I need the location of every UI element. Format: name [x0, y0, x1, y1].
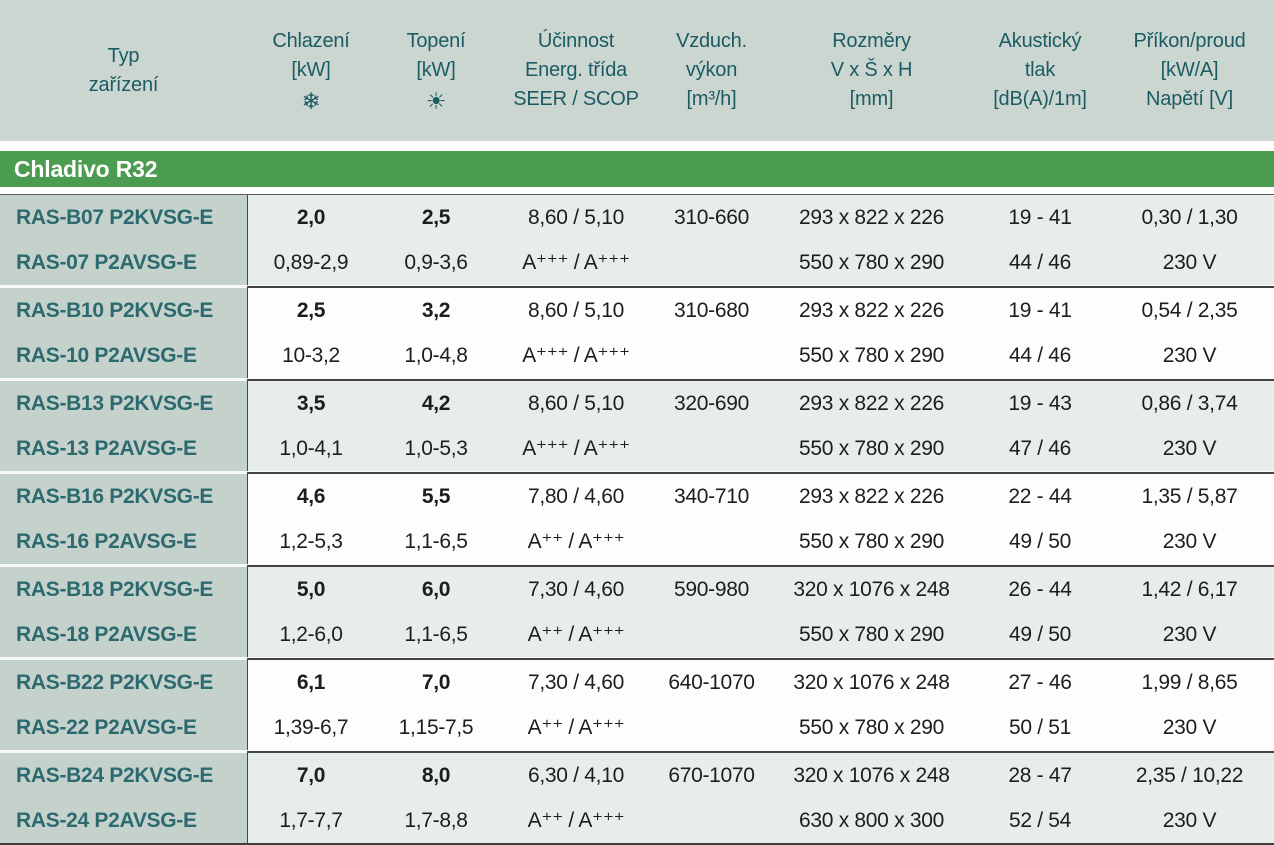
- power-current: 1,42 / 6,17: [1105, 567, 1274, 612]
- acoustic-indoor: 26 - 44: [975, 567, 1105, 612]
- power-current: 1,35 / 5,87: [1105, 474, 1274, 519]
- cooling-range: 1,39-6,7: [247, 705, 375, 750]
- section-title: Chladivo R32: [14, 155, 158, 182]
- heating-range: 0,9-3,6: [375, 240, 497, 285]
- voltage: 230 V: [1105, 519, 1274, 564]
- table-body: [0, 195, 1274, 843]
- acoustic-outdoor: 44 / 46: [975, 240, 1105, 285]
- model-name-outdoor: RAS-16 P2AVSG-E: [0, 519, 247, 564]
- cooling-range: 1,0-4,1: [247, 426, 375, 471]
- heating-range: 1,0-5,3: [375, 426, 497, 471]
- cooling-nominal: 7,0: [247, 753, 375, 798]
- energy-class: A⁺⁺⁺ / A⁺⁺⁺: [497, 333, 655, 378]
- header-line: Chlazení: [272, 30, 350, 52]
- header-line: Akustický: [998, 30, 1082, 52]
- dimensions-indoor: 320 x 1076 x 248: [768, 660, 975, 705]
- model-name-indoor: RAS-B24 P2KVSG-E: [0, 753, 247, 798]
- sun-icon: ☀: [425, 88, 447, 114]
- voltage: 230 V: [1105, 612, 1274, 657]
- acoustic-outdoor: 49 / 50: [975, 519, 1105, 564]
- dimensions-indoor: 293 x 822 x 226: [768, 195, 975, 240]
- header-line: zařízení: [88, 73, 159, 96]
- dimensions-indoor: 320 x 1076 x 248: [768, 753, 975, 798]
- header-line: SEER / SCOP: [513, 88, 639, 110]
- product-row-pair: [0, 474, 1274, 564]
- spacer: [0, 187, 1274, 194]
- header-line: [kW/A]: [1160, 59, 1219, 81]
- dimensions-outdoor: 550 x 780 x 290: [768, 519, 975, 564]
- voltage: 230 V: [1105, 240, 1274, 285]
- cooling-range: 1,2-6,0: [247, 612, 375, 657]
- header-line: V x Š x H: [830, 59, 913, 81]
- seer-scop: 8,60 / 5,10: [497, 195, 655, 240]
- power-current: 0,30 / 1,30: [1105, 195, 1274, 240]
- header-line: tlak: [1024, 59, 1056, 81]
- voltage: 230 V: [1105, 705, 1274, 750]
- model-name-indoor: RAS-B10 P2KVSG-E: [0, 288, 247, 333]
- heating-nominal: 7,0: [375, 660, 497, 705]
- power-current: 1,99 / 8,65: [1105, 660, 1274, 705]
- dimensions-outdoor: 550 x 780 x 290: [768, 240, 975, 285]
- cooling-range: 1,2-5,3: [247, 519, 375, 564]
- dimensions-indoor: 293 x 822 x 226: [768, 381, 975, 426]
- model-name-indoor: RAS-B22 P2KVSG-E: [0, 660, 247, 705]
- dimensions-outdoor: 630 x 800 x 300: [768, 798, 975, 843]
- header-cooling: [247, 0, 375, 141]
- dimensions-indoor: 293 x 822 x 226: [768, 474, 975, 519]
- seer-scop: 7,30 / 4,60: [497, 660, 655, 705]
- airflow-empty: [655, 612, 768, 657]
- model-name-indoor: RAS-B18 P2KVSG-E: [0, 567, 247, 612]
- header-power: [1105, 0, 1274, 141]
- seer-scop: 7,30 / 4,60: [497, 567, 655, 612]
- product-row-pair: [0, 381, 1274, 471]
- acoustic-indoor: 27 - 46: [975, 660, 1105, 705]
- dimensions-outdoor: 550 x 780 x 290: [768, 333, 975, 378]
- heating-range: 1,0-4,8: [375, 333, 497, 378]
- cooling-range: 1,7-7,7: [247, 798, 375, 843]
- airflow-empty: [655, 426, 768, 471]
- acoustic-outdoor: 50 / 51: [975, 705, 1105, 750]
- header-line: Napětí [V]: [1146, 88, 1233, 110]
- voltage: 230 V: [1105, 798, 1274, 843]
- power-current: 2,35 / 10,22: [1105, 753, 1274, 798]
- heating-nominal: 8,0: [375, 753, 497, 798]
- seer-scop: 7,80 / 4,60: [497, 474, 655, 519]
- airflow-empty: [655, 705, 768, 750]
- dimensions-outdoor: 550 x 780 x 290: [768, 612, 975, 657]
- snowflake-icon: ❄: [301, 88, 321, 114]
- seer-scop: 6,30 / 4,10: [497, 753, 655, 798]
- product-row-pair: [0, 753, 1274, 843]
- energy-class: A⁺⁺ / A⁺⁺⁺: [497, 705, 655, 750]
- airflow: 320-690: [655, 381, 768, 426]
- table-header-row: [0, 0, 1274, 141]
- dimensions-outdoor: 550 x 780 x 290: [768, 705, 975, 750]
- heating-range: 1,1-6,5: [375, 612, 497, 657]
- model-name-outdoor: RAS-18 P2AVSG-E: [0, 612, 247, 657]
- header-line: Typ: [107, 44, 140, 67]
- spacer: [0, 141, 1274, 151]
- voltage: 230 V: [1105, 333, 1274, 378]
- header-efficiency: [497, 0, 655, 141]
- header-line: výkon: [685, 59, 738, 81]
- airflow: 640-1070: [655, 660, 768, 705]
- heating-nominal: 5,5: [375, 474, 497, 519]
- model-name-outdoor: RAS-22 P2AVSG-E: [0, 705, 247, 750]
- dimensions-indoor: 320 x 1076 x 248: [768, 567, 975, 612]
- airflow: 590-980: [655, 567, 768, 612]
- model-name-outdoor: RAS-07 P2AVSG-E: [0, 240, 247, 285]
- cooling-nominal: 4,6: [247, 474, 375, 519]
- product-row-pair: [0, 567, 1274, 657]
- model-name-outdoor: RAS-24 P2AVSG-E: [0, 798, 247, 843]
- heating-nominal: 2,5: [375, 195, 497, 240]
- header-type: [0, 0, 247, 141]
- cooling-nominal: 2,0: [247, 195, 375, 240]
- header-line: Účinnost: [537, 30, 615, 52]
- cooling-nominal: 6,1: [247, 660, 375, 705]
- energy-class: A⁺⁺ / A⁺⁺⁺: [497, 612, 655, 657]
- header-dimensions: [768, 0, 975, 141]
- acoustic-indoor: 19 - 41: [975, 195, 1105, 240]
- power-current: 0,54 / 2,35: [1105, 288, 1274, 333]
- heating-nominal: 4,2: [375, 381, 497, 426]
- dimensions-indoor: 293 x 822 x 226: [768, 288, 975, 333]
- energy-class: A⁺⁺ / A⁺⁺⁺: [497, 519, 655, 564]
- model-name-indoor: RAS-B13 P2KVSG-E: [0, 381, 247, 426]
- header-line: [kW]: [416, 59, 456, 81]
- acoustic-indoor: 22 - 44: [975, 474, 1105, 519]
- product-row-pair: [0, 660, 1274, 750]
- header-line: [dB(A)/1m]: [993, 88, 1087, 110]
- cooling-range: 0,89-2,9: [247, 240, 375, 285]
- acoustic-outdoor: 47 / 46: [975, 426, 1105, 471]
- product-row-pair: [0, 195, 1274, 285]
- header-line: Vzduch.: [676, 30, 747, 52]
- cooling-range: 10-3,2: [247, 333, 375, 378]
- dimensions-outdoor: 550 x 780 x 290: [768, 426, 975, 471]
- airflow-empty: [655, 519, 768, 564]
- airflow: 310-660: [655, 195, 768, 240]
- heating-range: 1,7-8,8: [375, 798, 497, 843]
- energy-class: A⁺⁺ / A⁺⁺⁺: [497, 798, 655, 843]
- header-airflow: [655, 0, 768, 141]
- airflow-empty: [655, 333, 768, 378]
- acoustic-indoor: 28 - 47: [975, 753, 1105, 798]
- model-name-outdoor: RAS-10 P2AVSG-E: [0, 333, 247, 378]
- cooling-nominal: 5,0: [247, 567, 375, 612]
- cooling-nominal: 2,5: [247, 288, 375, 333]
- header-line: Energ. třída: [524, 59, 628, 81]
- acoustic-outdoor: 49 / 50: [975, 612, 1105, 657]
- heating-range: 1,1-6,5: [375, 519, 497, 564]
- header-line: Rozměry: [832, 30, 911, 52]
- acoustic-indoor: 19 - 41: [975, 288, 1105, 333]
- voltage: 230 V: [1105, 426, 1274, 471]
- header-line: [mm]: [849, 88, 894, 110]
- seer-scop: 8,60 / 5,10: [497, 381, 655, 426]
- cooling-nominal: 3,5: [247, 381, 375, 426]
- airflow-empty: [655, 240, 768, 285]
- heating-range: 1,15-7,5: [375, 705, 497, 750]
- acoustic-outdoor: 52 / 54: [975, 798, 1105, 843]
- airflow: 310-680: [655, 288, 768, 333]
- heating-nominal: 6,0: [375, 567, 497, 612]
- airflow-empty: [655, 798, 768, 843]
- header-line: [kW]: [291, 59, 331, 81]
- product-row-pair: [0, 288, 1274, 378]
- header-heating: [375, 0, 497, 141]
- airflow: 670-1070: [655, 753, 768, 798]
- seer-scop: 8,60 / 5,10: [497, 288, 655, 333]
- model-name-indoor: RAS-B16 P2KVSG-E: [0, 474, 247, 519]
- model-name-indoor: RAS-B07 P2KVSG-E: [0, 195, 247, 240]
- power-current: 0,86 / 3,74: [1105, 381, 1274, 426]
- header-line: Topení: [406, 30, 466, 52]
- header-line: Příkon/proud: [1133, 30, 1246, 52]
- acoustic-outdoor: 44 / 46: [975, 333, 1105, 378]
- energy-class: A⁺⁺⁺ / A⁺⁺⁺: [497, 240, 655, 285]
- heating-nominal: 3,2: [375, 288, 497, 333]
- header-line: [m³/h]: [686, 88, 737, 110]
- model-name-outdoor: RAS-13 P2AVSG-E: [0, 426, 247, 471]
- header-acoustic: [975, 0, 1105, 141]
- section-header-refrigerant: [0, 151, 1274, 187]
- acoustic-indoor: 19 - 43: [975, 381, 1105, 426]
- airflow: 340-710: [655, 474, 768, 519]
- energy-class: A⁺⁺⁺ / A⁺⁺⁺: [497, 426, 655, 471]
